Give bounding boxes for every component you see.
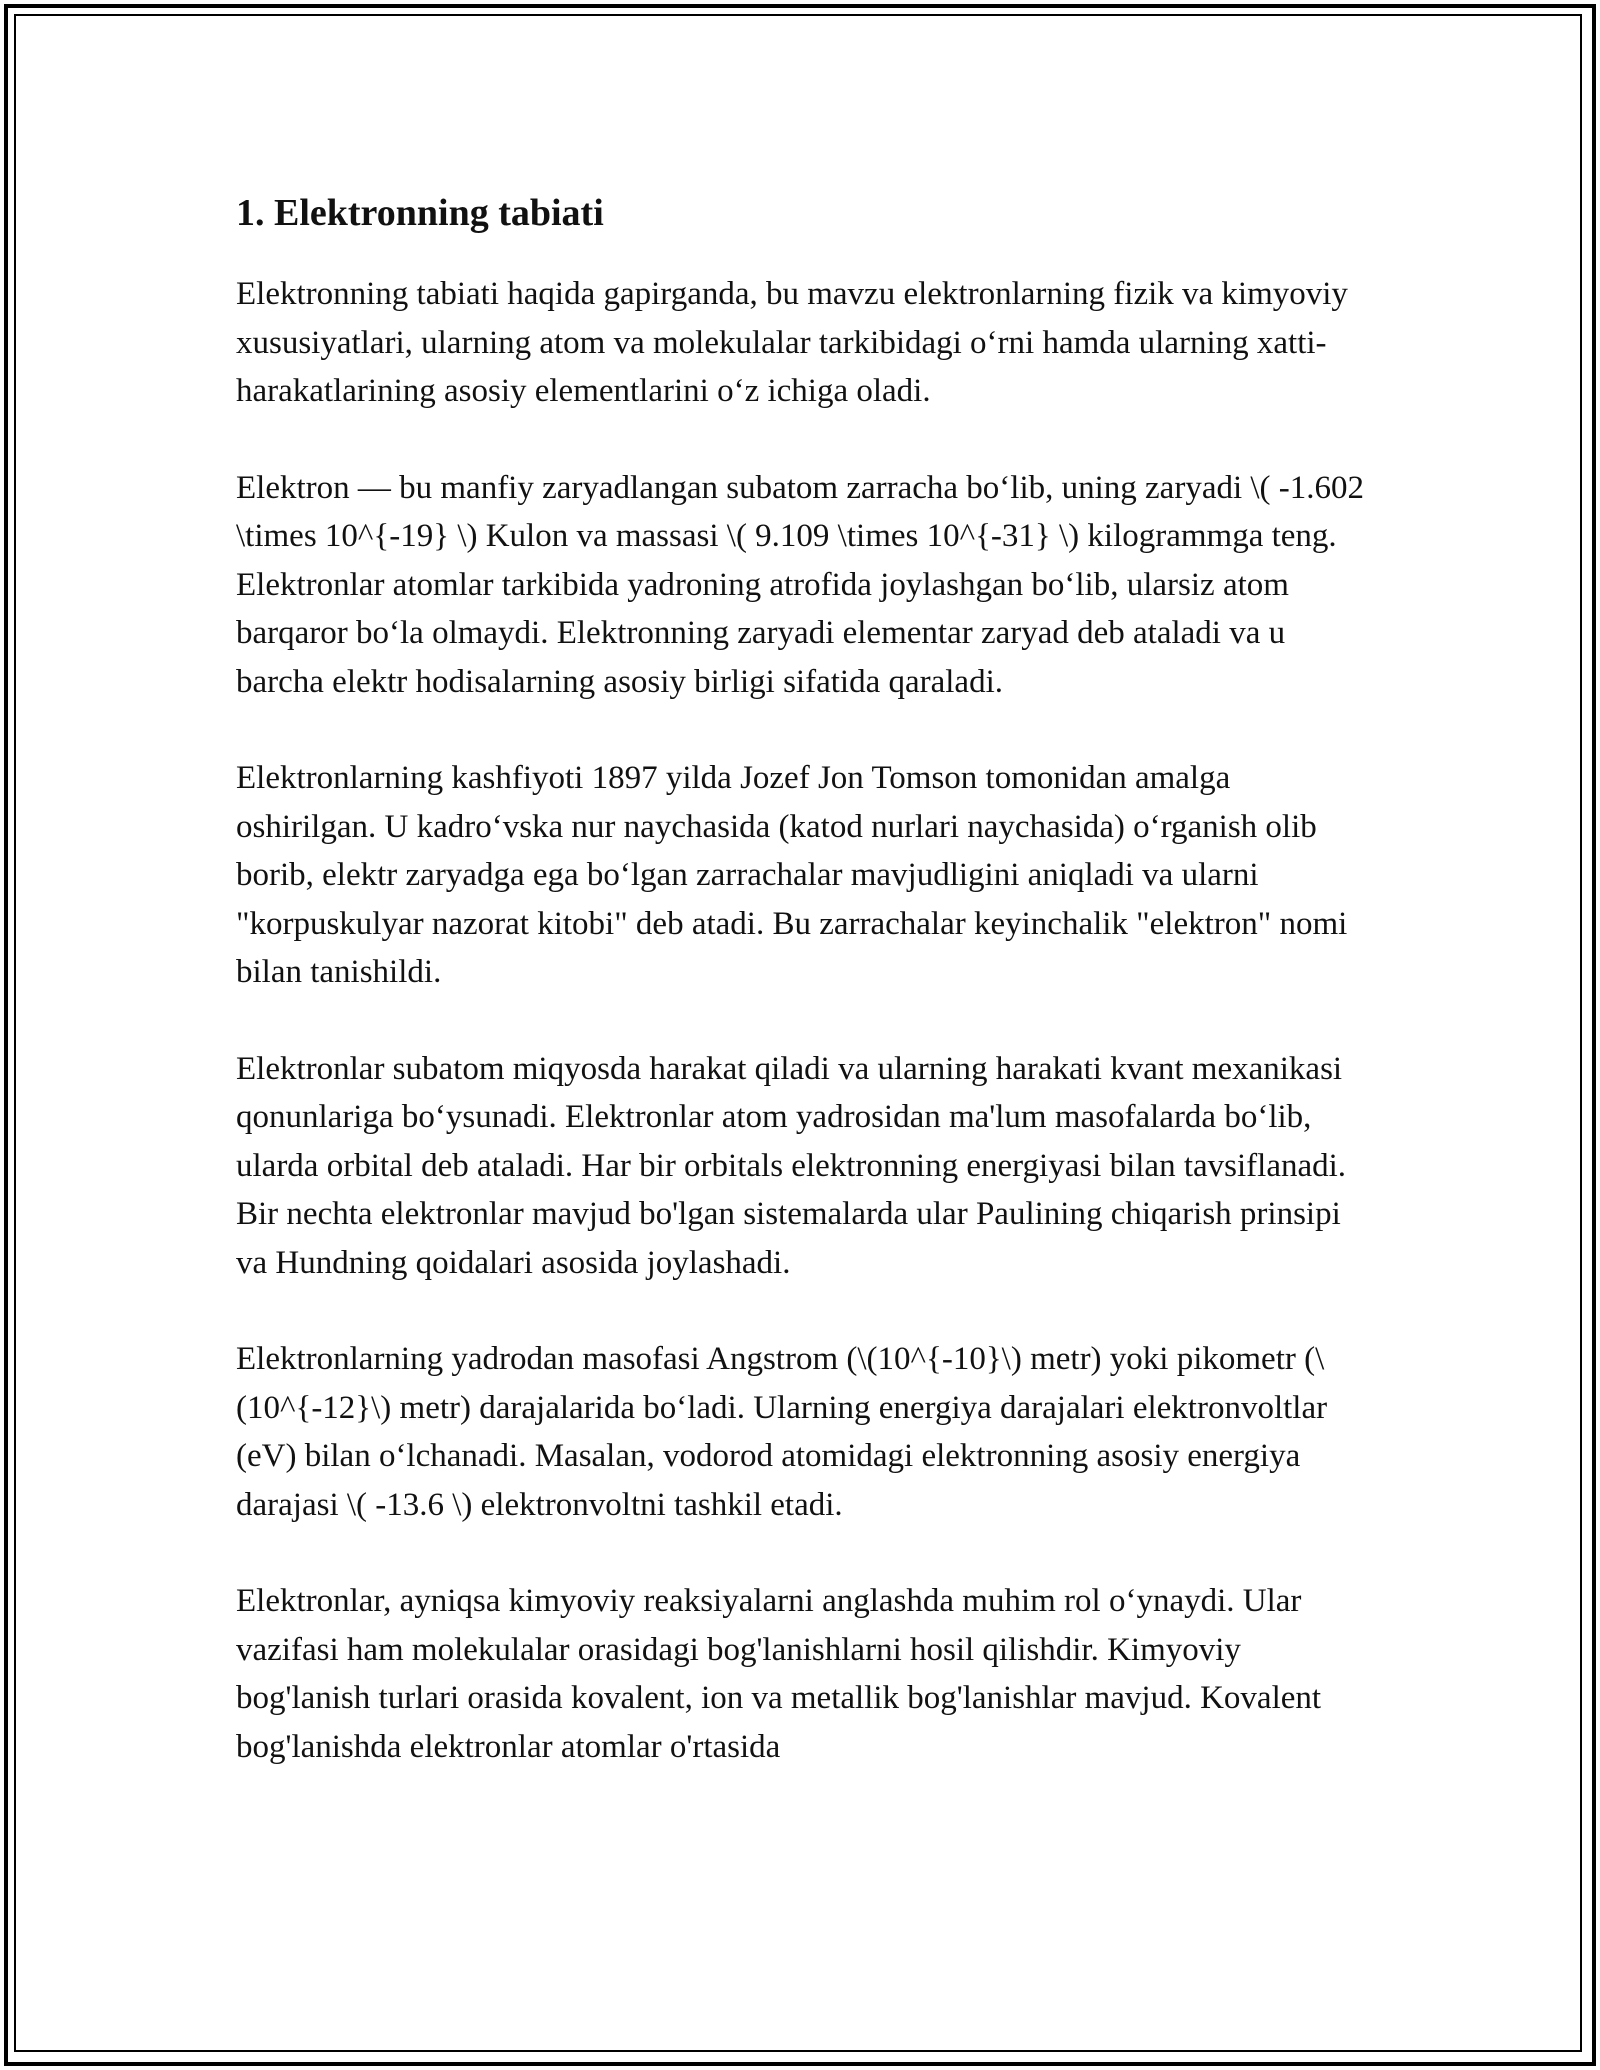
document-body xyxy=(236,188,1376,1771)
paragraph-4: Elektronlar subatom miqyosda harakat qiladi va ularning harakati kvant mexanikasi qonunlariga bo‘ysunadi. Elektronlar atom yadrosidan ma'lum masofalarda bo‘lib, ularda orbital deb ataladi. Har bir orbitals elektronning energiyasi bilan tavsiflanadi. Bir nechta elektronlar mavjud bo'lgan sistemalarda ular Paulining chiqarish prinsipi va Hundning qoidalari asosida joylashadi. xyxy=(236,1050,1347,1281)
paragraph-2: Elektron — bu manfiy zaryadlangan subatom zarracha bo‘lib, uning zaryadi \( -1.602 \times 10^{-19} \) Kulon va massasi \( 9.109 \times 10^{-31} \) kilogrammga teng. Elektronlar atomlar tarkibida yadroning atrofida joylashgan bo‘lib, ularsiz atom barqaror bo‘la olmaydi. Elektronning zaryadi elementar zaryad deb ataladi va u barcha elektr hodisalarning asosiy birligi sifatida qaraladi. xyxy=(236,469,1365,700)
section-heading: 1. Elektronning tabiati xyxy=(236,192,604,234)
paragraph-1: Elektronning tabiati haqida gapirganda, bu mavzu elektronlarning fizik va kimyoviy xususiyatlari, ularning atom va molekulalar tarkibidagi o‘rni hamda ularning xatti-harakatlarining asosiy elementlarini o‘z ichiga oladi. xyxy=(236,276,1348,409)
paragraph-3: Elektronlarning kashfiyoti 1897 yilda Jozef Jon Tomson tomonidan amalga oshirilgan. U kadro‘vska nur naychasida (katod nurlari naychasida) o‘rganish olib borib, elektr zaryadga ega bo‘lgan zarrachalar mavjudligini aniqladi va ularni "korpuskulyar nazorat kitobi" deb atadi. Bu zarrachalar keyinchalik "elektron" nomi bilan tanishildi. xyxy=(236,760,1348,990)
paragraph-5: Elektronlarning yadrodan masofasi Angstrom (\(10^{-10}\) metr) yoki pikometr (\(10^{-12}\) metr) darajalarida bo‘ladi. Ularning energiya darajalari elektronvoltlar (eV) bilan o‘lchanadi. Masalan, vodorod atomidagi elektronning asosiy energiya darajasi \( -13.6 \) elektronvoltni tashkil etadi. xyxy=(236,1341,1328,1523)
paragraph-6: Elektronlar, ayniqsa kimyoviy reaksiyalarni anglashda muhim rol o‘ynaydi. Ular vazifasi ham molekulalar orasidagi bog'lanishlarni hosil qilishdir. Kimyoviy bog'lanish turlari orasida kovalent, ion va metallik bog'lanishlar mavjud. Kovalent bog'lanishda elektronlar atomlar o'rtasida xyxy=(236,1583,1322,1765)
